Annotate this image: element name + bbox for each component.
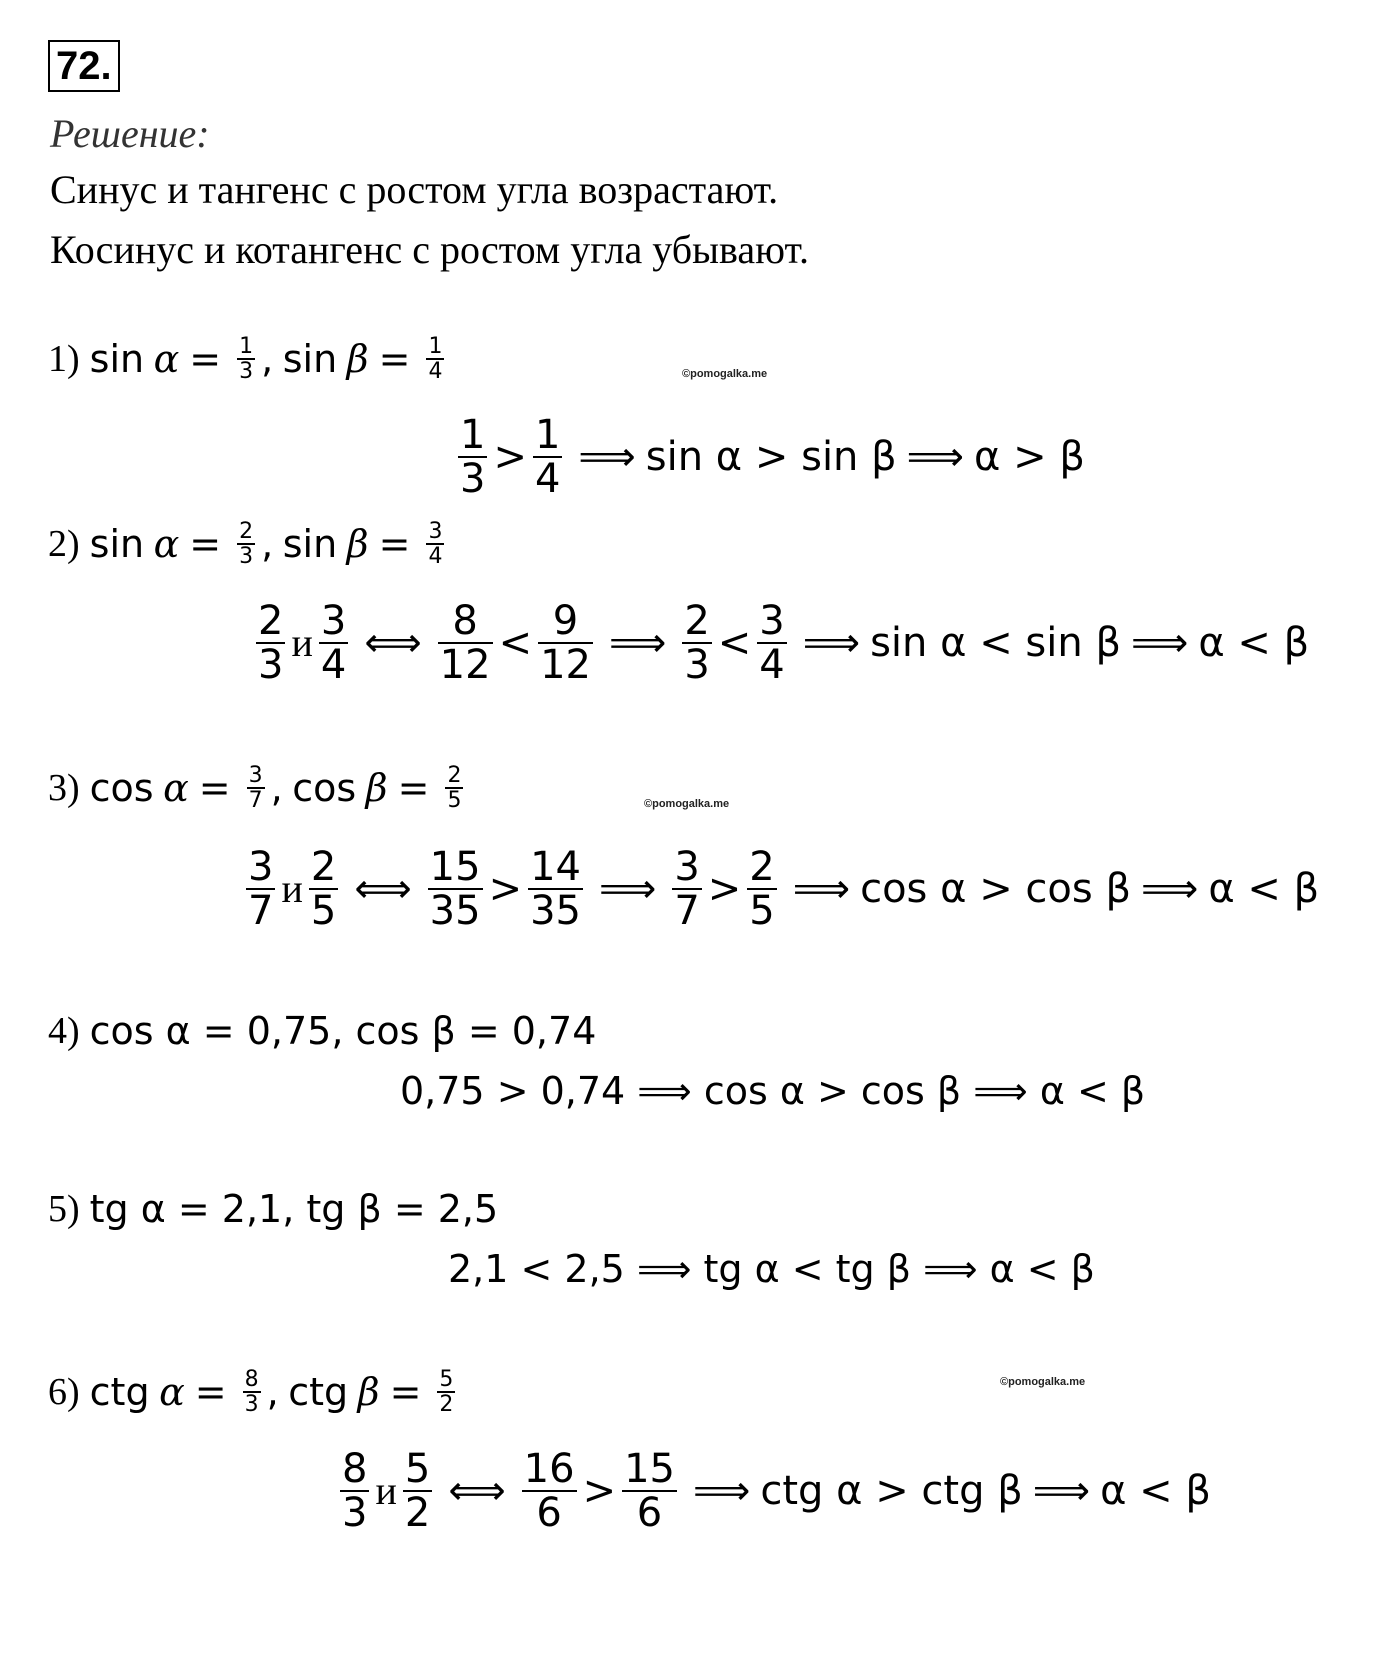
item-label: 3) — [48, 767, 80, 810]
watermark: ©pomogalka.me — [644, 798, 730, 810]
item-4-result: 0,75 > 0,74 ⟹ cos α > cos β ⟹ α < β — [400, 1069, 1146, 1113]
item-label: 4) — [48, 1010, 80, 1052]
item-6-given: 6) ctg α = $\frac{8}{3}$ , ctg β = $\frac{5}{2}$ — [48, 1367, 454, 1418]
item-6-result: $\frac{8}{3}$ и $\frac{5}{2}$ ⟺ $\frac{16}{6}$ > $\frac{15}{6}$ ⟹ ctg α > ctg β ⟹ α < β — [342, 1446, 1211, 1536]
solution-label: Решение: — [50, 111, 210, 156]
item-5-given: 5) tg α = 2,1, tg β = 2,5 — [48, 1187, 499, 1231]
item-5-result: 2,1 < 2,5 ⟹ tg α < tg β ⟹ α < β — [448, 1247, 1095, 1291]
item-label: 5) — [48, 1188, 80, 1230]
intro-line-1: Синус и тангенс с ростом угла возрастают. — [50, 167, 779, 212]
item-label: 6) — [48, 1371, 80, 1414]
item-1-given: 1) sin α = $\frac{1}{3}$ , sin β = $\frac{1}{4}$ — [48, 334, 443, 385]
item-4-given: 4) cos α = 0,75, cos β = 0,74 — [48, 1009, 597, 1053]
watermark: ©pomogalka.me — [682, 368, 768, 380]
item-label: 1) — [48, 338, 80, 381]
intro-line-2: Косинус и котангенс с ростом угла убывают. — [50, 227, 809, 272]
watermark: ©pomogalka.me — [1000, 1376, 1086, 1388]
item-label: 2) — [48, 523, 80, 566]
item-2-given: 2) sin α = $\frac{2}{3}$ , sin β = $\frac{3}{4}$ — [48, 519, 443, 570]
function-name: sin — [89, 337, 145, 382]
item-3-result: $\frac{3}{7}$ и $\frac{2}{5}$ ⟺ $\frac{15}{35}$ > $\frac{14}{35}$ ⟹ $\frac{3}{7}$ > $\frac{2}{5}$ ⟹ cos α > cos β ⟹ α < β — [248, 844, 1320, 934]
fraction: $\frac{1}{3}$ — [239, 334, 254, 385]
item-2-result: $\frac{2}{3}$ и $\frac{3}{4}$ ⟺ $\frac{8}{12}$ < $\frac{9}{12}$ ⟹ $\frac{2}{3}$ < $\frac{3}{4}$ ⟹ sin α < sin β ⟹ α < β — [258, 598, 1310, 688]
fraction: $\frac{1}{4}$ — [428, 334, 443, 385]
task-number-box: 72. — [48, 40, 120, 92]
item-3-given: 3) cos α = $\frac{3}{7}$ , cos β = $\frac{2}{5}$ — [48, 763, 462, 814]
item-1-result: $\frac{1}{3}$ > $\frac{1}{4}$ ⟹ sin α > sin β ⟹ α > β — [460, 412, 1085, 502]
